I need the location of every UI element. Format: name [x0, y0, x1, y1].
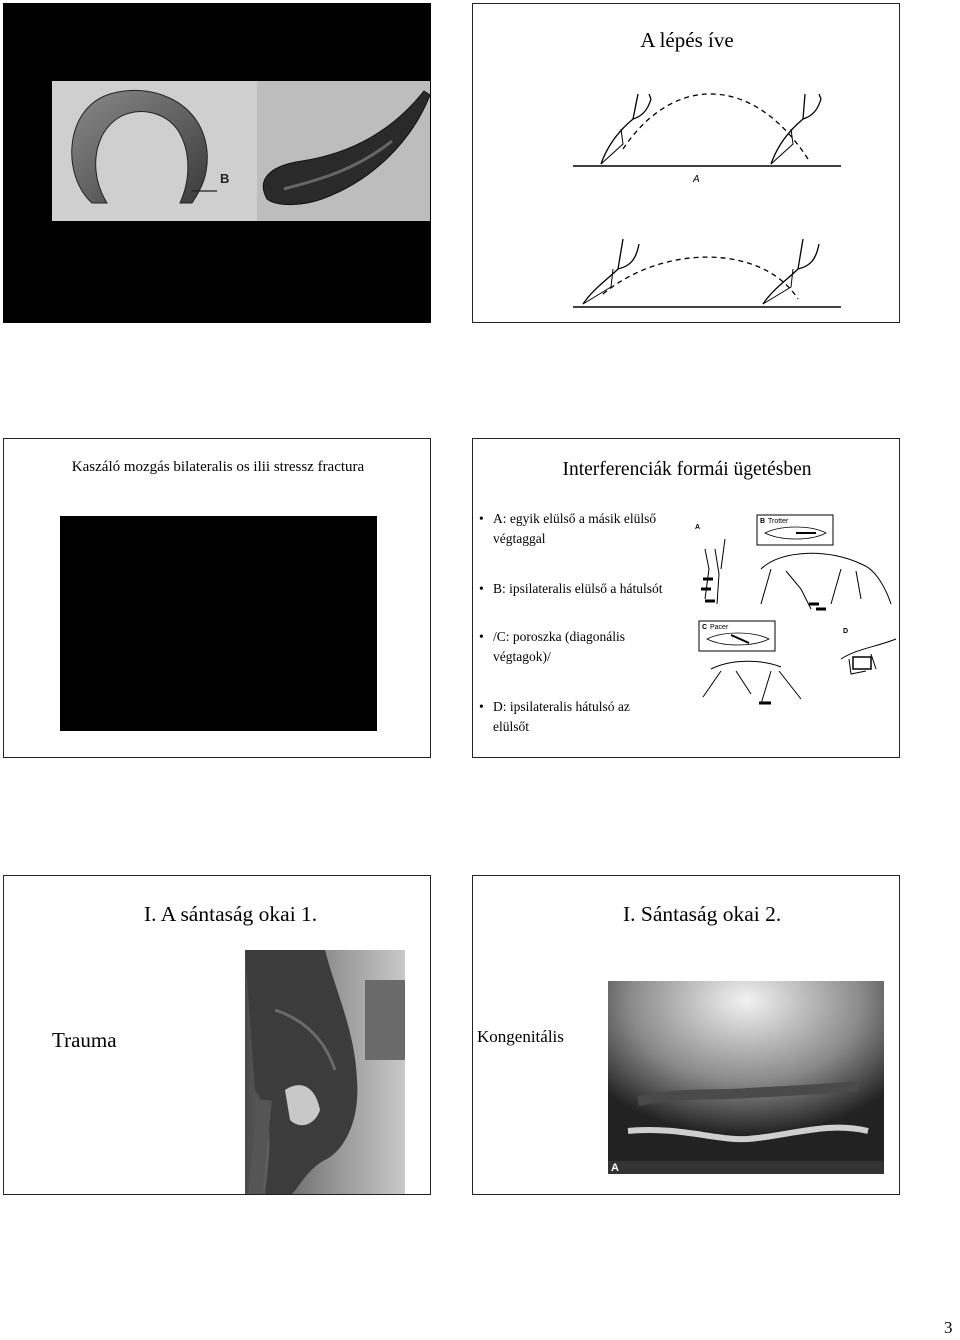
xray-picture [608, 981, 884, 1174]
page-number: 3 [944, 1318, 953, 1337]
horseshoe-images [52, 81, 430, 221]
slide-title: A lépés íve [640, 28, 734, 52]
slide-lameness-causes-1 [3, 875, 431, 1195]
fig-label-pacer: Pacer [710, 624, 729, 631]
bullet-text: elülsőt [493, 719, 529, 734]
bullet-item: • B: ipsilateralis elülső a hátulsót [479, 581, 663, 596]
slide-title: I. A sántaság okai 1. [144, 902, 318, 926]
bullet-text: A: egyik elülső a másik elülső [493, 511, 657, 526]
trauma-photo [245, 950, 405, 1195]
xray-image [608, 981, 884, 1174]
horse-leg-wound-image [245, 950, 405, 1195]
slide-title: I. Sántaság okai 2. [623, 902, 782, 926]
bullet-text: végtagok)/ [493, 649, 551, 664]
xray-label: A [611, 1162, 619, 1174]
bullet-text: D: ipsilateralis hátulsó az [493, 699, 630, 714]
fig-label-trotter: Trotter [768, 518, 789, 525]
interference-figure [691, 509, 900, 719]
fig-label-b: B [760, 518, 766, 525]
bullet-text: /C: poroszka (diagonális [493, 629, 625, 644]
bullet-text: végtaggal [493, 531, 546, 546]
horseshoe-photo [52, 81, 430, 221]
trauma-label: Trauma [52, 1028, 117, 1052]
label-b: B [220, 171, 230, 186]
slide-step-arc [472, 3, 900, 323]
congenital-label: Kongenitális [477, 1027, 564, 1046]
slide-horseshoes [3, 3, 431, 323]
bullet-item: • D: ipsilateralis hátulsó az elülsőt [479, 699, 630, 734]
bullet-text: B: ipsilateralis elülső a hátulsót [493, 581, 663, 596]
step-arc-diagram [473, 4, 900, 323]
slide-interference [472, 438, 900, 758]
video-placeholder [60, 516, 377, 731]
slide-title: Kaszáló mozgás bilateralis os ilii stressz fractura [71, 459, 365, 475]
slide-kaszalo [3, 438, 431, 758]
slide-title: Interferenciák formái ügetésben [562, 459, 812, 480]
slide-lameness-causes-2 [472, 875, 900, 1195]
fig-label-c: C [702, 624, 708, 631]
label-a: A [693, 174, 700, 185]
fig-label-d: D [843, 628, 849, 635]
fig-label-a: A [695, 524, 701, 531]
bullet-item: • A: egyik elülső a másik elülső végtaggal [479, 511, 657, 546]
bullet-item: • /C: poroszka (diagonális végtagok)/ [479, 629, 625, 664]
